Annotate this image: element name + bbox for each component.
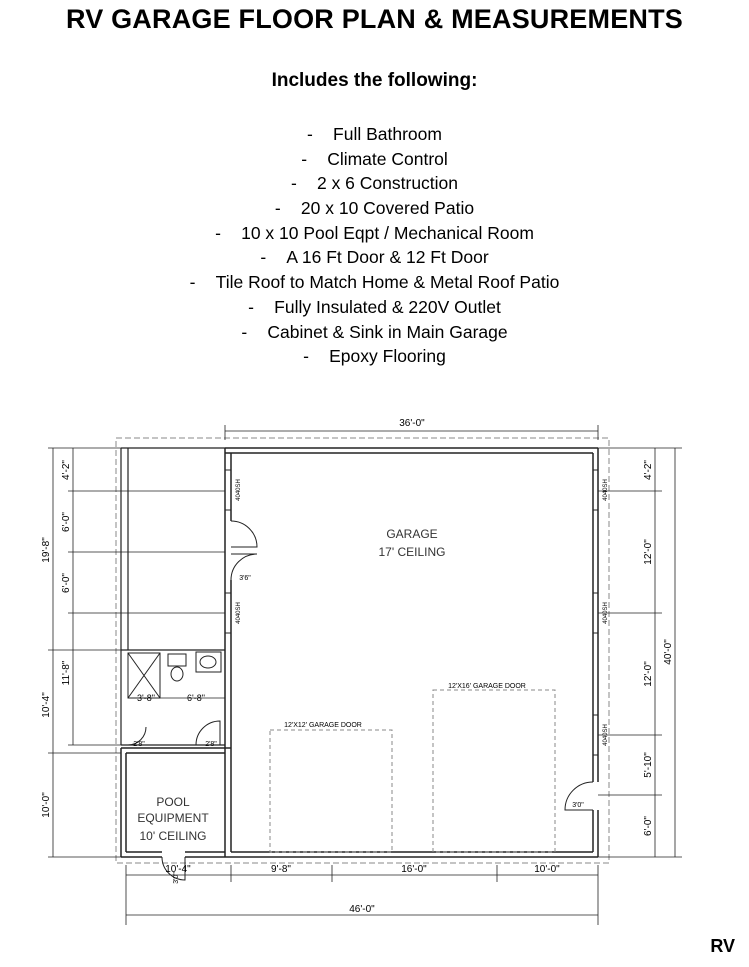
garage-door-16-label: 12'X16' GARAGE DOOR bbox=[448, 683, 526, 690]
dim-right: 5'-10" bbox=[643, 752, 654, 778]
door-tag: 2'8" bbox=[133, 741, 145, 748]
garage-walls bbox=[225, 448, 598, 857]
dim-left-group: 19'-8" bbox=[41, 537, 52, 563]
dim-left: 10'-4" bbox=[41, 692, 52, 718]
bath-dim: 3'-8" bbox=[137, 693, 155, 703]
features-heading: Includes the following: bbox=[271, 70, 478, 91]
feature-text: Fully Insulated & 220V Outlet bbox=[274, 296, 501, 317]
dim-bottom: 9'-8" bbox=[271, 864, 291, 875]
dim-bottom: 10'-0" bbox=[534, 864, 560, 875]
garage-label: GARAGE bbox=[386, 527, 438, 541]
feature-text: Tile Roof to Match Home & Metal Roof Patio bbox=[215, 272, 560, 293]
dim-line-bottom bbox=[126, 865, 598, 925]
pool-label: POOL bbox=[156, 795, 190, 809]
door-tag: 2'8" bbox=[205, 741, 217, 748]
dim-right: 6'-0" bbox=[643, 816, 654, 836]
pool-ceiling-label: 10' CEILING bbox=[139, 829, 207, 843]
dim-right: 4'-2" bbox=[643, 460, 654, 480]
page-title: RV GARAGE FLOOR PLAN & MEASUREMENTS bbox=[65, 4, 684, 34]
dim-top: 36'-0" bbox=[399, 418, 425, 429]
window-tag: 4040SH bbox=[236, 479, 242, 501]
dim-right: 12'-0" bbox=[643, 661, 654, 687]
bullet-dash: - bbox=[189, 272, 196, 293]
bullet-dash: - bbox=[303, 346, 309, 367]
window-tag: 4040SH bbox=[236, 602, 242, 624]
dim-right-total: 40'-0" bbox=[663, 639, 674, 665]
dim-bottom: 10'-4" bbox=[165, 864, 191, 875]
bullet-dash: - bbox=[290, 173, 297, 194]
window-tag: 4040SH bbox=[603, 602, 609, 624]
door-tag: 3'0" bbox=[572, 802, 584, 809]
dim-left: 6'-0" bbox=[61, 512, 72, 532]
feature-text: Full Bathroom bbox=[333, 124, 442, 144]
dim-bottom-total: 46'-0" bbox=[349, 904, 375, 915]
feature-text: 20 x 10 Covered Patio bbox=[300, 198, 475, 219]
dim-left: 4'-2" bbox=[61, 460, 72, 480]
dim-left: 11'-8" bbox=[61, 660, 72, 686]
feature-text: 2 x 6 Construction bbox=[316, 173, 459, 194]
dim-right: 12'-0" bbox=[643, 539, 654, 565]
door-tag: 3'0" bbox=[173, 872, 180, 884]
bullet-dash: - bbox=[274, 198, 281, 219]
dim-bottom: 16'-0" bbox=[401, 864, 427, 875]
bullet-dash: - bbox=[307, 124, 313, 144]
dim-left: 6'-0" bbox=[61, 573, 72, 593]
bullet-dash: - bbox=[248, 296, 254, 317]
door-tag: 3'6" bbox=[239, 575, 251, 582]
feature-text: Climate Control bbox=[327, 148, 448, 169]
bath-dim: 6'-8" bbox=[187, 693, 205, 703]
windows bbox=[225, 470, 598, 755]
feature-text: Epoxy Flooring bbox=[329, 346, 446, 367]
garage-ceiling-label: 17' CEILING bbox=[378, 545, 446, 559]
bullet-dash: - bbox=[241, 321, 248, 342]
feature-text: 10 x 10 Pool Eqpt / Mechanical Room bbox=[241, 222, 534, 243]
window-tag: 4040SH bbox=[603, 724, 609, 746]
pool-equipment-label: EQUIPMENT bbox=[137, 811, 209, 825]
dim-left: 10'-0" bbox=[41, 792, 52, 818]
feature-text: A 16 Ft Door & 12 Ft Door bbox=[286, 247, 489, 268]
feature-text: Cabinet & Sink in Main Garage bbox=[267, 321, 508, 342]
garage-door-12-label: 12'X12' GARAGE DOOR bbox=[284, 722, 362, 729]
bullet-dash: - bbox=[215, 222, 221, 243]
corner-label: RV bbox=[710, 936, 735, 956]
window-tag: 4040SH bbox=[603, 479, 609, 501]
bullet-dash: - bbox=[260, 247, 267, 268]
bullet-dash: - bbox=[301, 148, 308, 169]
garage-side-door bbox=[231, 521, 593, 810]
garage-door-outlines bbox=[270, 690, 555, 852]
